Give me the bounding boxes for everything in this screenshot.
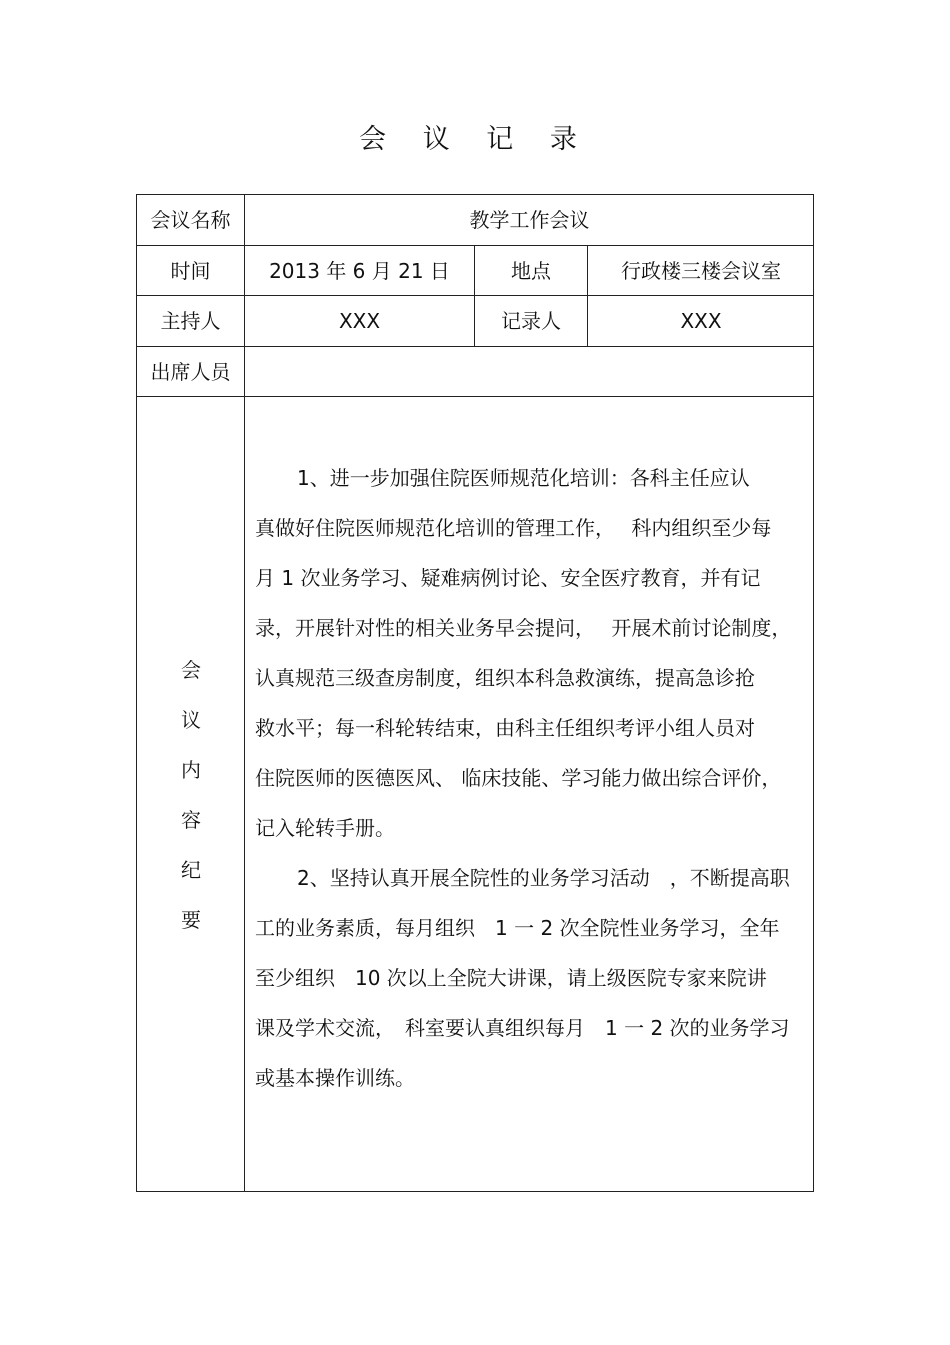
host-label: 主持人 (160, 309, 221, 333)
time-label: 时间 (170, 258, 211, 283)
recorder-value: XXX (680, 309, 722, 333)
content-line: 录，开展针对性的相关业务早会提问， 开展术前讨论制度， (255, 616, 792, 640)
content-label-char: 容 (181, 808, 201, 832)
attendees-label: 出席人员 (150, 359, 231, 384)
attendees-value (245, 347, 814, 396)
meeting-name-label: 会议名称 (150, 208, 231, 232)
content-line: 住院医师的医德医风、 临床技能、学习能力做出综合评价， (255, 766, 782, 790)
content-label-char: 会 (181, 658, 201, 682)
meeting-record-table (136, 194, 814, 1192)
content-line: 认真规范三级查房制度，组织本科急救演练，提高急诊抢 (255, 666, 755, 690)
host-value: XXX (338, 309, 381, 333)
content-line: 救水平；每一科轮转结束，由科主任组织考评小组人员对 (255, 716, 755, 740)
content-label-char: 纪 (181, 858, 201, 882)
content-line: 课及学术交流， 科室要认真组织每月 1 一 2 次的业务学习 (255, 1016, 790, 1040)
row-divider (137, 396, 813, 397)
meeting-content (255, 453, 805, 1103)
content-line: 2、坚持认真开展全院性的业务学习活动 ，不断提高职 (297, 866, 790, 890)
content-label-char: 内 (181, 758, 201, 782)
location-value: 行政楼三楼会议室 (621, 258, 781, 283)
content-line: 或基本操作训练。 (255, 1066, 415, 1090)
content-summary-label (137, 645, 245, 945)
content-line: 工的业务素质，每月组织 1 一 2 次全院性业务学习，全年 (255, 916, 780, 940)
content-label-char: 议 (181, 708, 201, 732)
location-label: 地点 (511, 258, 551, 283)
content-line: 1、进一步加强住院医师规范化培训：各科主任应认 (297, 466, 750, 490)
document-title: 会 议 记 录 (359, 124, 591, 155)
content-line: 真做好住院医师规范化培训的管理工作， 科内组织至少每 (255, 516, 772, 540)
content-label-char: 要 (181, 908, 201, 932)
content-line: 至少组织 10 次以上全院大讲课，请上级医院专家来院讲 (255, 966, 767, 990)
recorder-label: 记录人 (501, 309, 561, 333)
time-value: 2013 年 6 月 21 日 (269, 258, 450, 283)
content-line: 记入轮转手册。 (255, 816, 395, 840)
meeting-name-value: 教学工作会议 (469, 208, 590, 232)
content-line: 月 1 次业务学习、疑难病例讨论、安全医疗教育，并有记 (255, 566, 761, 590)
